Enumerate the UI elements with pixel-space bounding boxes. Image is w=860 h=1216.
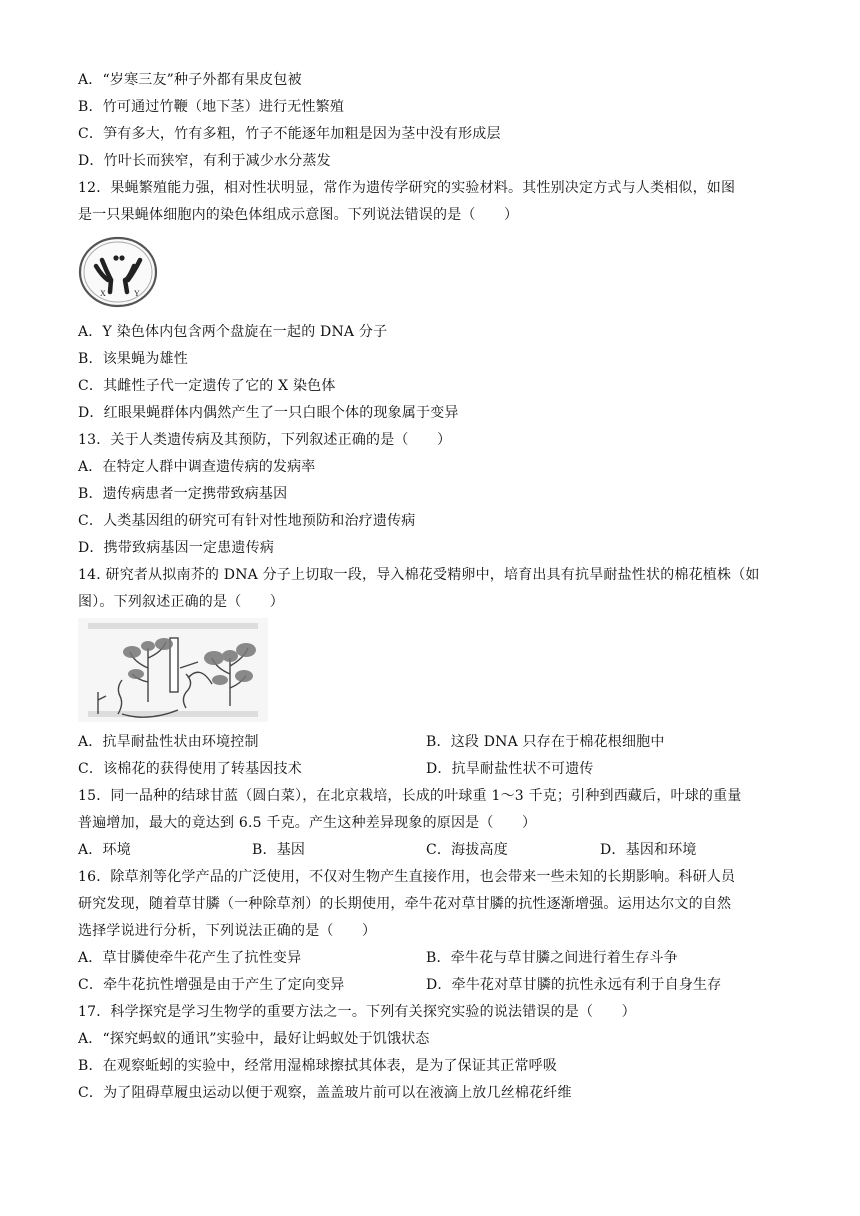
option-12d: D．红眼果蝇群体内偶然产生了一只白眼个体的现象属于变异 [78,405,459,421]
question-17-stem: 17．科学探究是学习生物学的重要方法之一。下列有关探究实验的说法错误的是（ ） [78,1004,636,1020]
option-13c: C．人类基因组的研究可有针对性地预防和治疗遗传病 [78,513,416,529]
question-16-stem-cont: 研究发现，随着草甘膦（一种除草剂）的长期使用，牵牛花对草甘膦的抗性逐渐增强。运用达尔文的自然 [78,896,732,912]
option-15c: C．海拔高度 [426,842,508,858]
question-12-stem-cont: 是一只果蝇体细胞内的染色体组成示意图。下列说法错误的是（ ） [78,207,519,223]
option-15d: D．基因和环境 [600,842,697,858]
option-17c: C．为了阻碍草履虫运动以便于观察，盖盖玻片前可以在液滴上放几丝棉花纤维 [78,1085,572,1101]
question-14-stem: 14. 研究者从拟南芥的 DNA 分子上切取一段，导入棉花受精卵中，培育出具有抗旱耐盐性状的棉花植株（如 [78,567,760,583]
question-13-stem: 13．关于人类遗传病及其预防，下列叙述正确的是（ ） [78,432,452,448]
option-17b: B．在观察蚯蚓的实验中，经常用湿棉球擦拭其体表，是为了保证其正常呼吸 [78,1058,558,1074]
option-16c: C．牵牛花抗性增强是由于产生了定向变异 [78,977,345,993]
option-14d: D．抗旱耐盐性状不可遗传 [426,761,594,777]
x-chromosome-label: X [100,289,106,298]
question-16-stem-cont-2: 选择学说进行分析，下列说法正确的是（ ） [78,923,377,939]
option-14b: B．这段 DNA 只存在于棉花根细胞中 [426,734,665,750]
option-13b: B．遗传病患者一定携带致病基因 [78,486,288,502]
chromosome-figure [78,236,158,308]
option-11d: D．竹叶长而狭窄，有利于减少水分蒸发 [78,153,331,169]
option-15b: B．基因 [252,842,306,858]
transgenic-plant-figure [78,618,268,722]
option-16b: B．牵牛花与草甘膦之间进行着生存斗争 [426,950,678,966]
option-12c: C．其雌性子代一定遗传了它的 X 染色体 [78,378,336,394]
option-11a: A．“岁寒三友”种子外都有果皮包被 [78,72,302,88]
y-chromosome-label: Y [134,289,140,298]
option-11c: C．笋有多大，竹有多粗，竹子不能逐年加粗是因为茎中没有形成层 [78,126,501,142]
option-13a: A．在特定人群中调查遗传病的发病率 [78,459,316,475]
question-15-stem: 15．同一品种的结球甘蓝（圆白菜），在北京栽培，长成的叶球重 1～3 千克；引种到西藏后，叶球的重量 [78,788,742,804]
option-16d: D．牵牛花对草甘膦的抗性永远有利于自身生存 [426,977,722,993]
option-14a: A．抗旱耐盐性状由环境控制 [78,734,259,750]
option-12b: B．该果蝇为雄性 [78,351,188,367]
option-15a: A．环境 [78,842,131,858]
question-16-stem: 16．除草剂等化学产品的广泛使用，不仅对生物产生直接作用，也会带来一些未知的长期影响。科研人员 [78,869,736,885]
option-12a: A．Y 染色体内包含两个盘旋在一起的 DNA 分子 [78,324,388,340]
question-12-stem: 12．果蝇繁殖能力强，相对性状明显，常作为遗传学研究的实验材料。其性别决定方式与人类相似，如图 [78,180,736,196]
question-15-stem-cont: 普遍增加，最大的竟达到 6.5 千克。产生这种差异现象的原因是（ ） [78,815,537,831]
option-13d: D．携带致病基因一定患遗传病 [78,540,275,556]
option-14c: C．该棉花的获得使用了转基因技术 [78,761,302,777]
option-17a: A．“探究蚂蚁的通讯”实验中，最好让蚂蚁处于饥饿状态 [78,1031,430,1047]
option-16a: A．草甘膦使牵牛花产生了抗性变异 [78,950,302,966]
question-14-stem-cont: 图）。下列叙述正确的是（ ） [78,594,284,610]
option-11b: B．竹可通过竹鞭（地下茎）进行无性繁殖 [78,99,345,115]
